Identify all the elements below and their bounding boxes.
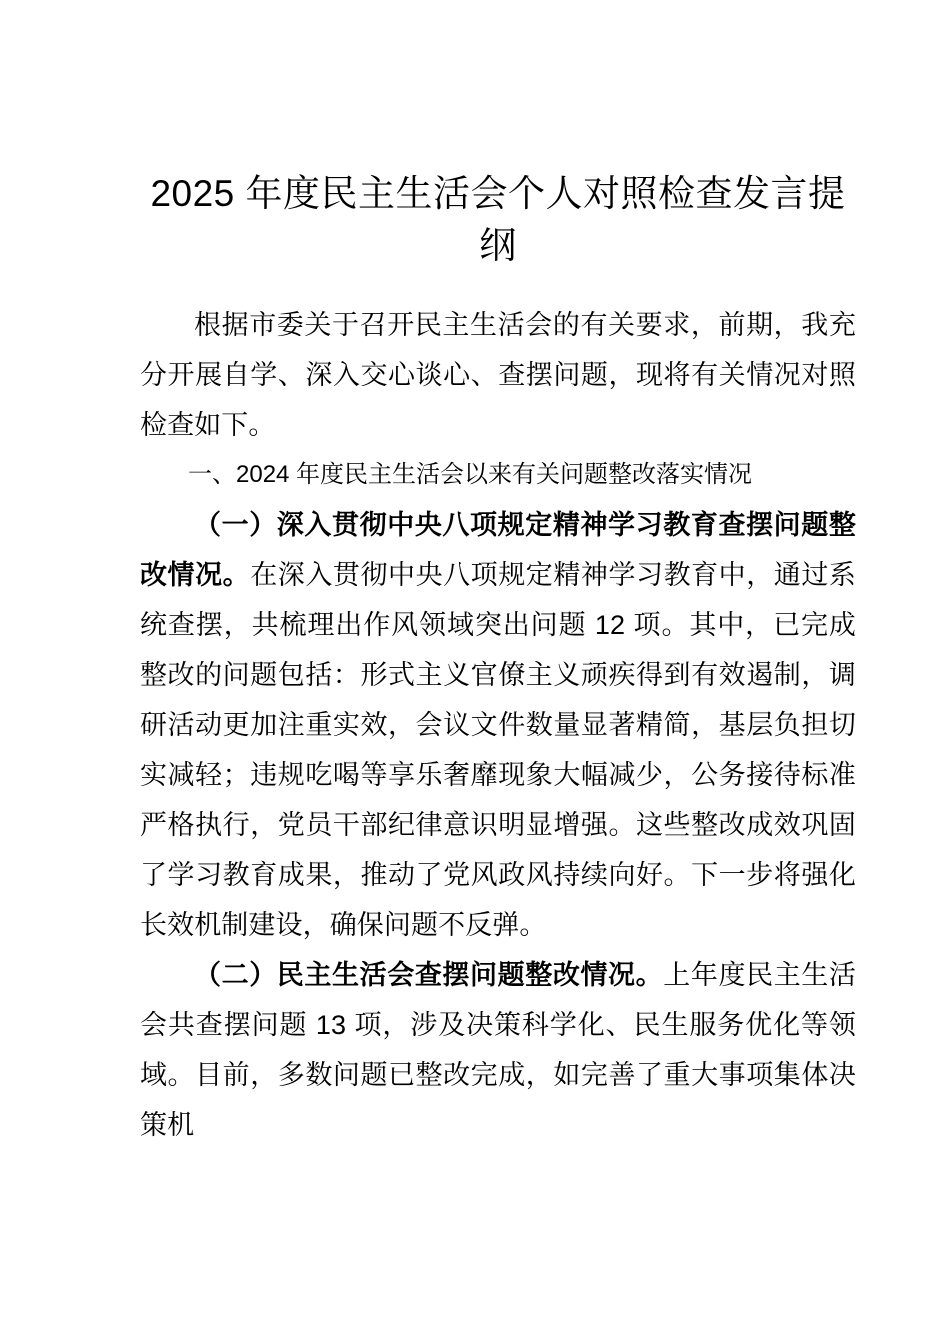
- subsection-1-lead: （一）深入贯彻中央八项规定精神学习教育查摆问题整改情况。: [140, 510, 856, 590]
- intro-paragraph: 根据市委关于召开民主生活会的有关要求，前期，我充分开展自学、深入交心谈心、查摆问题，现将有关情况对照检查如下。: [140, 310, 856, 440]
- page-title-text: 2025 年度民主生活会个人对照检查发言提纲: [150, 173, 846, 266]
- subsection-1-paragraph: [140, 500, 856, 950]
- document-body: [140, 0, 856, 1150]
- subsection-2-body: 上年度民主生活会共查摆问题 13 项，涉及决策科学化、民生服务优化等领域。目前，多数问题已整改完成，如完善了重大事项集体决策机: [140, 960, 857, 1140]
- subsection-1-body: 在深入贯彻中央八项规定精神学习教育中，通过系统查摆，共梳理出作风领域突出问题 12 项。其中，已完成整改的问题包括：形式主义官僚主义顽疾得到有效遏制，调研活动更加注重实效，会议文件数量显著精简，基层负担切实减轻；违规吃喝等享乐奢靡现象大幅减少，公务接待标准严格执行，党员干部纪律意识明显增强。这些整改成效巩固了学习教育成果，推动了党风政风持续向好。下一步将强化长效机制建设，确保问题不反弹。: [140, 560, 857, 940]
- section-heading-1: 一、2024 年度民主生活会以来有关问题整改落实情况: [188, 461, 753, 488]
- subsection-2-paragraph: [140, 950, 856, 1150]
- page-title: [140, 0, 856, 272]
- subsection-2-lead: （二）民主生活会查摆问题整改情况。: [194, 960, 664, 990]
